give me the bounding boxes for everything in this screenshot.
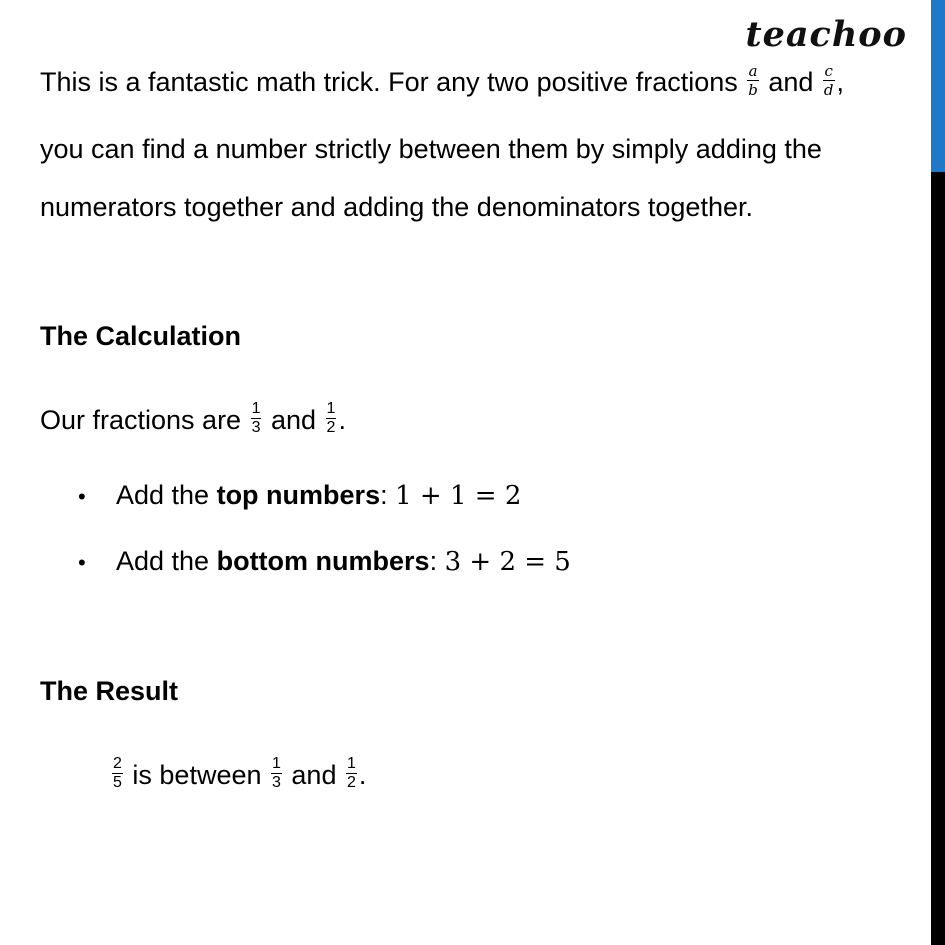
fraction-one-third [251, 401, 262, 436]
intro-line-1 [40, 62, 844, 102]
fraction-denominator: 2 [346, 774, 356, 792]
comma-text: , [836, 67, 845, 97]
fraction-numerator: 1 [326, 400, 336, 418]
fraction-numerator: 1 [251, 400, 261, 418]
period-text: . [358, 760, 367, 790]
intro-line-2: you can find a number strictly between them by simply adding the [40, 134, 822, 164]
fraction-numerator: c [824, 62, 833, 81]
bullet-bold-term: top numbers [216, 480, 381, 510]
bullet-dot: • [78, 484, 86, 509]
intro-line-3: numerators together and adding the denominators together. [40, 192, 753, 222]
bullet-colon: : [380, 480, 396, 510]
bullet-prefix: Add the [116, 546, 217, 576]
period-text: . [338, 405, 346, 435]
bullet-equation: 3 + 2 = 5 [444, 547, 571, 577]
and-text: and [263, 405, 324, 435]
and-text: and [760, 67, 821, 97]
calculation-heading: The Calculation [40, 321, 242, 351]
teachoo-logo: teachoo [745, 14, 907, 55]
fraction-denominator: 2 [326, 419, 336, 437]
and-text: and [283, 760, 344, 790]
bullet-top-numbers [78, 475, 521, 517]
result-heading: The Result [40, 676, 179, 706]
right-sidebar-bar [931, 0, 945, 945]
bullet-dot: • [78, 550, 86, 575]
bullet-colon: : [429, 546, 445, 576]
fraction-numerator: 1 [346, 755, 356, 773]
result-line [110, 755, 366, 795]
fraction-numerator: 2 [113, 755, 122, 773]
bullet-prefix: Add the [116, 480, 217, 510]
fractions-prefix: Our fractions are [40, 405, 249, 435]
fraction-a-over-b [747, 63, 759, 98]
intro-text: This is a fantastic math trick. For any two positive fractions [40, 67, 746, 97]
fraction-one-half [346, 756, 357, 791]
fraction-denominator: d [823, 81, 834, 100]
fraction-one-half [326, 401, 337, 436]
fraction-denominator: 5 [113, 774, 122, 792]
fractions-line [40, 400, 346, 440]
bullet-equation: 1 + 1 = 2 [395, 481, 522, 511]
fraction-denominator: 3 [251, 419, 261, 437]
bullet-bold-term: bottom numbers [216, 546, 430, 576]
sidebar-accent [931, 0, 945, 172]
fraction-denominator: 3 [272, 774, 281, 792]
fraction-numerator: a [748, 62, 758, 81]
fraction-c-over-d [823, 63, 835, 98]
bullet-bottom-numbers [78, 541, 571, 583]
fraction-two-fifths [112, 756, 123, 791]
between-text: is between [124, 760, 269, 790]
fraction-numerator: 1 [272, 755, 281, 773]
fraction-one-third [271, 756, 282, 791]
fraction-denominator: b [748, 81, 758, 100]
